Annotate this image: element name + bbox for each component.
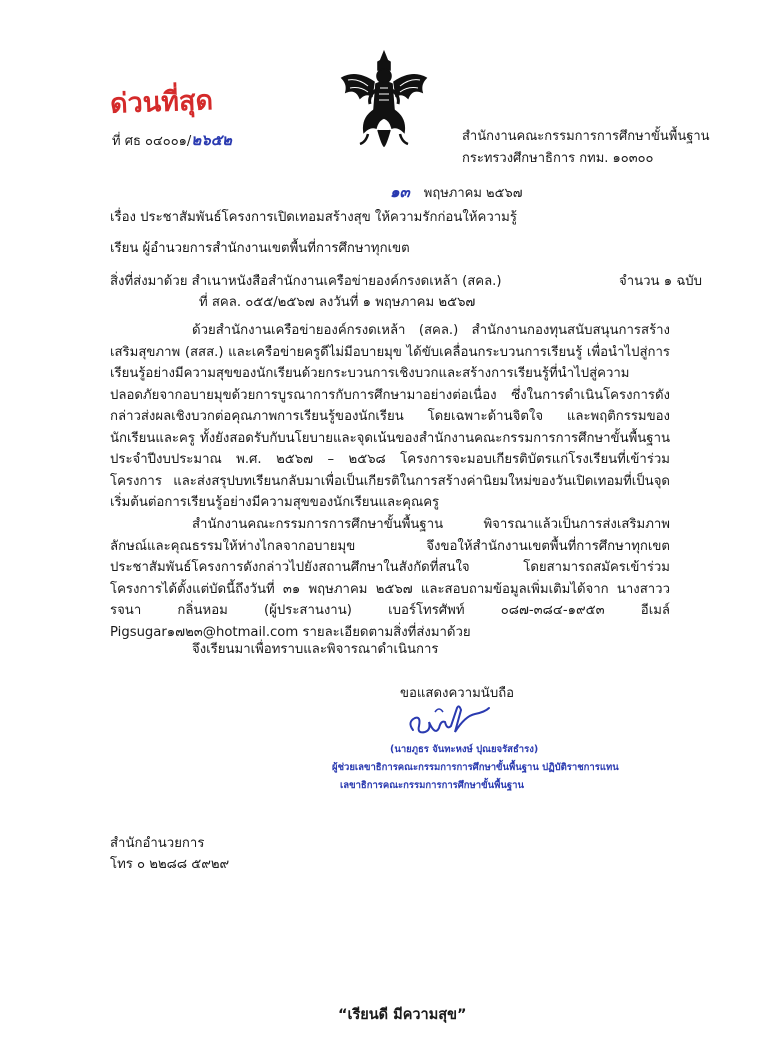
signer-position-line-2: เลขาธิการคณะกรรมการการศึกษาขั้นพื้นฐาน — [340, 780, 524, 791]
complimentary-close: ขอแสดงความนับถือ — [400, 686, 515, 701]
date-month-year: พฤษภาคม ๒๕๖๗ — [423, 186, 523, 201]
issuing-office — [462, 126, 710, 170]
urgent-stamp: ด่วนที่สุด — [109, 85, 214, 120]
garuda-emblem-icon — [338, 48, 430, 148]
enclosure-line-1: สิ่งที่ส่งมาด้วย สำเนาหนังสือสำนักงานเครือข่ายองค์กรงดเหล้า (สคล.) — [110, 274, 502, 289]
handwritten-signature-icon — [405, 700, 495, 742]
office-address: กระทรวงศึกษาธิการ กทม. ๑๐๓๐๐ — [462, 151, 654, 166]
body-paragraph-1: ด้วยสำนักงานเครือข่ายองค์กรงดเหล้า (สคล.) สำนักงานกองทุนสนับสนุนการสร้างเสริมสุขภาพ (สสส.) และเครือข่ายครูดีไม่มีอบายมุข ได้ขับเคลื่อนกระบวนการเรียนรู้ เพื่อนำไปสู่การเรียนรู้อย่างมีความสุขของนักเรียนด้วยกระบวนการเชิงบวกและสร้างการเรียนรู้ที่นำไปสู่ความปลอดภัยจากอบายมุขด้วยการบูรณาการกับการศึกษามาอย่างต่อเนื่อง ซึ่งในการดำเนินโครงการดังกล่าวส่งผลเชิงบวกต่อคุณภาพการเรียนรู้ของนักเรียน โดยเฉพาะด้านจิตใจ และพฤติกรรมของนักเรียนและครู ทั้งยังสอดรับกับนโยบายและจุดเน้นของสำนักงานคณะกรรมการการศึกษาขั้นพื้นฐาน ประจำปีงบประมาณ พ.ศ. ๒๕๖๗ – ๒๕๖๘ โครงการจะมอบเกียรติบัตรแก่โรงเรียนที่เข้าร่วมโครงการ และส่งสรุปบทเรียนกลับมาเพื่อเป็นเกียรติในการสร้างค่านิยมใหม่ของวันเปิดเทอมที่เป็นจุดเริ่มต้นต่อการเรียนรู้อย่างมีความสุขของนักเรียนและคุณครู — [110, 323, 670, 510]
enclosure-line-2: ที่ สคล. ๐๕๕/๒๕๖๗ ลงวันที่ ๑ พฤษภาคม ๒๕๖๗ — [199, 295, 476, 310]
signer-name: (นายภูธร จันทะหงษ์ ปุณยจรัสธำรง) — [390, 744, 539, 755]
letter-subject: เรื่อง ประชาสัมพันธ์โครงการเปิดเทอมสร้างสุข ให้ความรักก่อนให้ความรู้ — [110, 210, 517, 225]
letter-date — [390, 180, 523, 204]
signer-position-line-1: ผู้ช่วยเลขาธิการคณะกรรมการการศึกษาขั้นพื้นฐาน ปฏิบัติราชการแทน — [332, 762, 619, 773]
date-day-handwritten: ๑๓ — [390, 183, 410, 201]
body-paragraph-2: สำนักงานคณะกรรมการการศึกษาขั้นพื้นฐาน พิจารณาแล้วเป็นการส่งเสริมภาพลักษณ์และคุณธรรมให้ห่างไกลจากอบายมุข จึงขอให้สำนักงานเขตพื้นที่การศึกษาทุกเขต ประชาสัมพันธ์โครงการดังกล่าวไปยังสถานศึกษาในสังกัดที่สนใจ โดยสามารถสมัครเข้าร่วมโครงการได้ตั้งแต่บัดนี้ถึงวันที่ ๓๑ พฤษภาคม ๒๕๖๗ และสอบถามข้อมูลเพิ่มเติมได้จาก นางสาววรจนา กลิ่นหอม (ผู้ประสานงาน) เบอร์โทรศัพท์ ๐๘๗-๓๘๔-๑๙๕๓ อีเมล์ Pigsugar๑๗๒๓@hotmail.com รายละเอียดตามสิ่งที่ส่งมาด้วย — [110, 517, 670, 640]
document-number — [112, 128, 232, 152]
letter-recipient: เรียน ผู้อำนวยการสำนักงานเขตพื้นที่การศึกษาทุกเขต — [110, 241, 410, 256]
slogan: “เรียนดี มีความสุข” — [338, 1007, 467, 1023]
office-name: สำนักงานคณะกรรมการการศึกษาขั้นพื้นฐาน — [462, 129, 710, 144]
contact-department: สำนักอำนวยการ — [110, 836, 205, 851]
closing-statement: จึงเรียนมาเพื่อทราบและพิจารณาดำเนินการ — [192, 642, 439, 657]
contact-phone: โทร ๐ ๒๒๘๘ ๕๙๒๙ — [110, 857, 230, 872]
document-number-prefix: ที่ ศธ ๐๔๐๐๑/ — [112, 134, 192, 149]
enclosure-amount: จำนวน ๑ ฉบับ — [619, 274, 703, 289]
document-number-handwritten: ๒๖๕๒ — [191, 131, 232, 149]
